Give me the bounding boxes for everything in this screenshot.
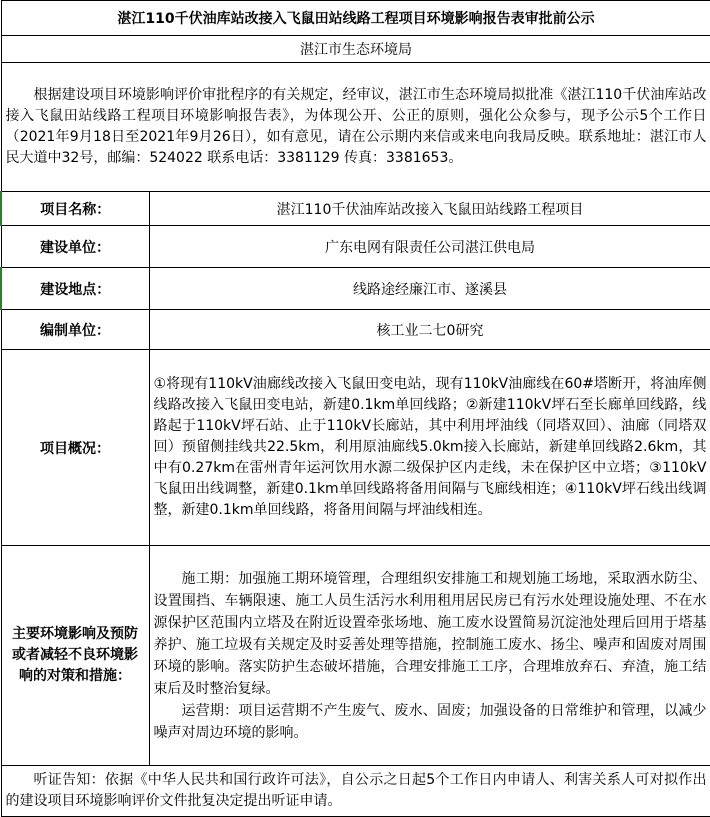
location-label: 建设地点： xyxy=(1,268,149,310)
intro-text: 根据建设项目环境影响评价审批程序的有关规定，经审议，湛江市生态环境局拟批准《湛江110千伏油库站改接入飞鼠田站线路工程项目环境影响报告表》，为体现公开、公正的原则，强化公众参与，现予公示5个工作日（2021年9月18日至2021年9月26日），如有意见，请在公示期内来信或来电向我局反映。联系地址：湛江市人民大道中32号，邮编：524022 联系电话：3381129 传真：3381653。 xyxy=(5,87,707,166)
project-name-label: 项目名称： xyxy=(1,192,149,226)
location-value: 线路途经廉江市、遂溪县 xyxy=(149,268,710,310)
compiler-label: 编制单位： xyxy=(1,310,149,350)
builder-label: 建设单位： xyxy=(1,226,149,268)
measures-label: 主要环境影响及预防或者减轻不良环境影响的对策和措施： xyxy=(1,546,149,766)
project-name-value: 湛江110千伏油库站改接入飞鼠田站线路工程项目 xyxy=(149,192,710,226)
page-title: 湛江110千伏油库站改接入飞鼠田站线路工程项目环境影响报告表审批前公示 xyxy=(1,1,710,36)
overview-value: ①将现有110kV油廊线改接入飞鼠田变电站，现有110kV油廊线在60#塔断开，将油库侧线路改接入飞鼠田变电站，新建0.1km单回线路；②新建110kV坪石至长廊单回线路，线路起于110kV坪石站、止于110kV长廊站，其中利用坪油线（同塔双回）、油廊（同塔双回）预留侧挂线共22.5km，利用原油廊线5.0km接入长廊站，新建单回线路2.6km，其中有0.27km在雷州青年运河饮用水源二级保护区内走线，未在保护区中立塔；③110kV飞鼠田出线调整，新建0.1km单回线路将备用间隔与飞廊线相连；④110kV坪石线出线调整，新建0.1km单回线路，将备用间隔与坪油线相连。 xyxy=(149,350,710,546)
overview-label: 项目概况： xyxy=(1,350,149,546)
measures-value xyxy=(149,546,710,766)
construction-measures: 施工期：加强施工期环境管理，合理组织安排施工和规划施工场地，采取洒水防尘、设置围挡、车辆限速、施工人员生活污水利用租用居民房已有污水处理设施处理、不在水源保护区范围内立塔及在附近设置牵张场地、施工废水设置简易沉淀池处理后回用于塔基养护、施工垃圾有关规定及时妥善处理等措施，控制施工废水、扬尘、噪声和固废对周围环境的影响。落实防护生态破坏措施，合理安排施工工序，合理堆放弃石、弃渣，施工结束后及时整治复绿。 xyxy=(153,570,707,697)
builder-value: 广东电网有限责任公司湛江供电局 xyxy=(149,226,710,268)
compiler-value: 核工业二七0研究 xyxy=(149,310,710,350)
hearing-notice: 听证告知：依据《中华人民共和国行政许可法》，自公示之日起5个工作日内申请人、利害关系人可对拟作出的建设项目环境影响评价文件批复决定提出听证申请。 xyxy=(1,766,710,817)
organization-name: 湛江市生态环境局 xyxy=(1,36,710,63)
operation-measures: 运营期：项目运营期不产生废气、废水、固废；加强设备的日常维护和管理，以减少噪声对周边环境的影响。 xyxy=(153,702,707,741)
intro-paragraph xyxy=(1,63,710,192)
